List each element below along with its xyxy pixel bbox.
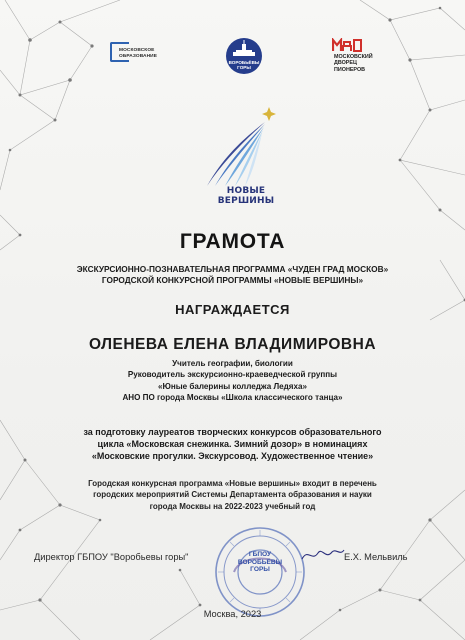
comet-emblem-icon — [195, 100, 285, 190]
awarded-heading: НАГРАЖДАЕТСЯ — [175, 302, 290, 317]
program-note: Городская конкурсная программа «Новые вершины» входит в перечень городских мероприятий Системы Департамента образования и науки города Москвы на 2022-2023 учебный год — [88, 479, 377, 511]
mdp-mark-icon — [332, 38, 362, 52]
place-and-year: Москва, 2023 — [203, 609, 262, 619]
signatory-name: Е.Х. Мельвиль — [344, 552, 408, 562]
certificate-title: ГРАМОТА — [179, 230, 286, 253]
recipient-name: ОЛЕНЕВА ЕЛЕНА ВЛАДИМИРОВНА — [88, 336, 377, 353]
recipient-info: Учитель географии, биологии Руководитель экскурсионно-краеведческой группы «Юные балерины колледжа Ледяха» АНО ПО города Москвы «Школа классического танца» — [122, 359, 343, 403]
palace-of-pioneers-logo-text: МОСКОВСКИЙ ДВОРЕЦ ПИОНЕРОВ — [334, 54, 373, 73]
palace-of-pioneers-logo — [332, 38, 392, 80]
vorobyovy-gory-logo-text: ВОРОБЬЁВЫ ГОРЫ — [228, 60, 260, 71]
handwritten-signature-icon — [300, 544, 346, 564]
moscow-education-logo-text: МОСКОВСКОЕ ОБРАЗОВАНИЕ — [119, 48, 157, 59]
program-description: ЭКСКУРСИОННО-ПОЗНАВАТЕЛЬНАЯ ПРОГРАММА «ЧУДЕН ГРАД МОСКОВ» ГОРОДСКОЙ КОНКУРСНОЙ ПРОГРАММЫ «НОВЫЕ ВЕРШИНЫ» — [76, 264, 389, 285]
stamp-text: ГБПОУ ВОРОБЬЁВЫ ГОРЫ — [237, 551, 283, 574]
signatory-role: Директор ГБПОУ "Воробьевы горы" — [34, 552, 189, 562]
moscow-education-logo — [107, 40, 167, 70]
vorobyovy-gory-logo — [226, 38, 262, 74]
new-heights-emblem — [195, 100, 285, 220]
new-heights-brand-text: НОВЫЕ ВЕРШИНЫ — [217, 186, 275, 206]
award-reason: за подготовку лауреатов творческих конкурсов образовательного цикла «Московская снежинка. Зимний дозор» в номинациях «Московские прогулки. Экскурсовод. Художественное чтение» — [83, 427, 382, 461]
